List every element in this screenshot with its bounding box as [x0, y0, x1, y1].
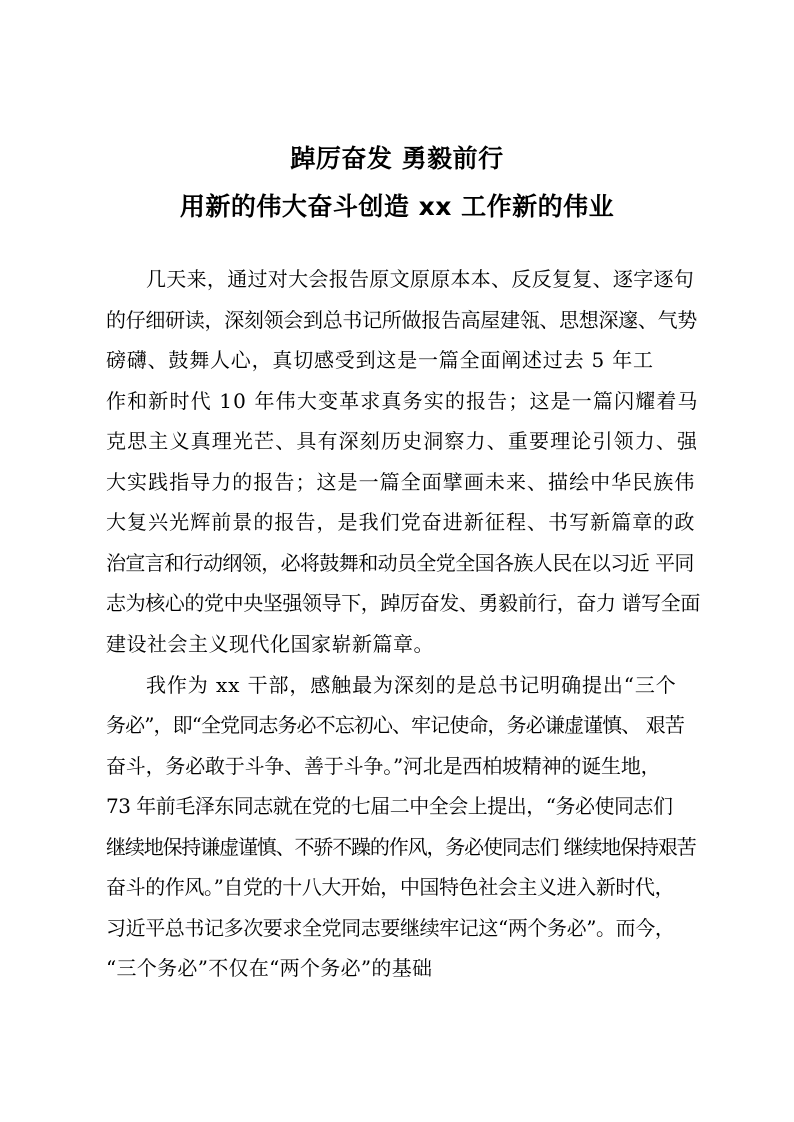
paragraph-1-line: 几天来，通过对大会报告原文原原本本、反反复复、逐字逐句 [146, 267, 695, 291]
document-title-line-2: 用新的伟大奋斗创造 xx 工作新的伟业 [179, 192, 615, 221]
paragraph-2-line: 73 年前毛泽东同志就在党的七届二中全会上提出，“务必使同志们 [106, 794, 673, 818]
paragraph-2-line: 务必”，即“全党同志务必不忘初心、牢记使命，务必谦虚谨慎、 艰苦 [106, 713, 685, 737]
paragraph-1-line: 磅礴、鼓舞人心，真切感受到这是一篇全面阐述过去 5 年工 [106, 348, 654, 372]
paragraph-1-line: 作和新时代 10 年伟大变革求真务实的报告；这是一篇闪耀着马 [106, 389, 699, 413]
paragraph-2-line: 继续地保持谦虚谨慎、不骄不躁的作风，务必使同志们 继续地保持艰苦 [106, 835, 696, 859]
paragraph-2-line: 奋斗的作风。”自党的十八大开始，中国特色社会主义进入新时代， [106, 875, 675, 899]
paragraph-1-line: 的仔细研读，深刻领会到总书记所做报告高屋建瓴、思想深邃、气势 [106, 308, 697, 332]
paragraph-2-line: 我作为 xx 干部，感触最为深刻的是总书记明确提出“三个 [146, 673, 677, 697]
paragraph-2-line: “三个务必”不仅在“两个务必”的基础 [106, 956, 433, 980]
paragraph-2-line: 奋斗，务必敢于斗争、善于斗争。”河北是西柏坡精神的诞生地， [106, 754, 661, 778]
paragraph-1-line: 志为核心的党中央坚强领导下，踔厉奋发、勇毅前行，奋力 谱写全面 [106, 591, 700, 615]
paragraph-1-line: 大复兴光辉前景的报告，是我们党奋进新征程、书写新篇章的政 [106, 510, 696, 534]
paragraph-1-line: 克思主义真理光芒、具有深刻历史洞察力、重要理论引领力、强 [106, 429, 699, 453]
paragraph-2-line: 习近平总书记多次要求全党同志要继续牢记这“两个务必”。而今， [106, 916, 675, 940]
paragraph-1-line: 治宣言和行动纲领，必将鼓舞和动员全党全国各族人民在以习近 平同 [106, 551, 694, 575]
document-title-line-1: 踔厉奋发 勇毅前行 [290, 144, 504, 173]
paragraph-1-line: 大实践指导力的报告；这是一篇全面擘画未来、描绘中华民族伟 [106, 470, 696, 494]
paragraph-1-line: 建设社会主义现代化国家崭新篇章。 [106, 632, 434, 656]
